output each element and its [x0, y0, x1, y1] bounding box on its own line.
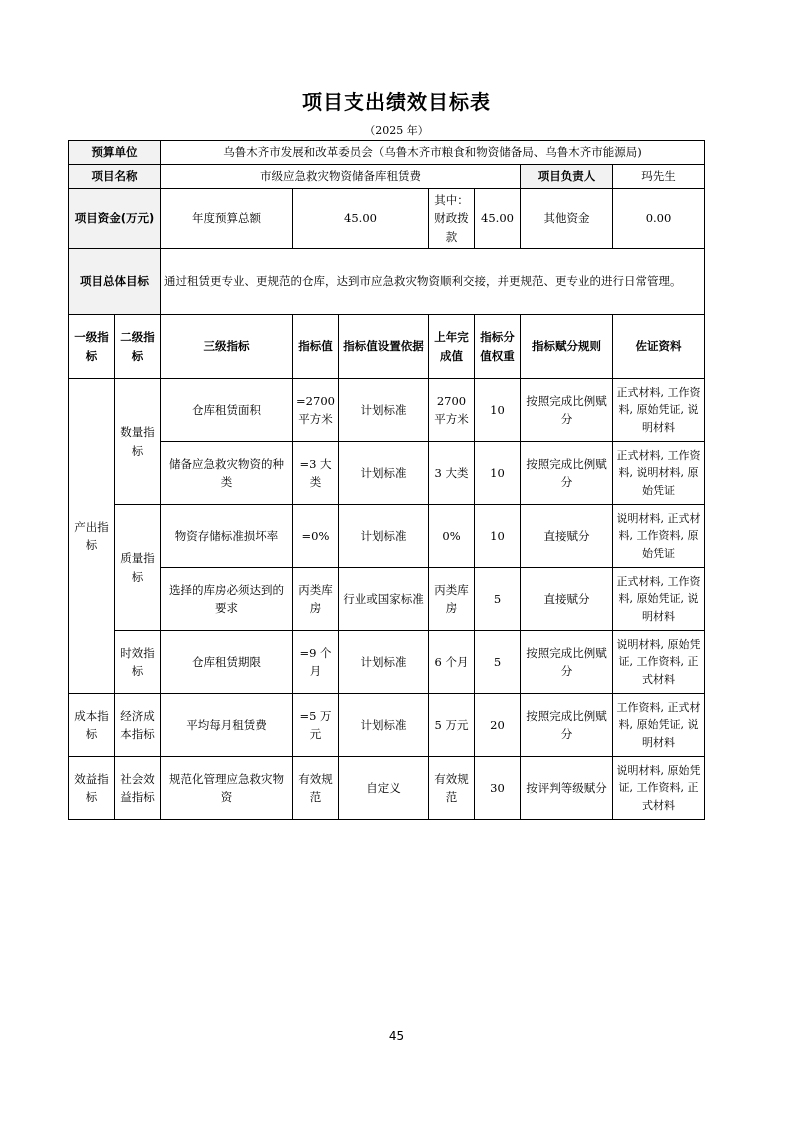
col-header-last: 上年完成值 — [429, 315, 475, 379]
row-weight: 5 — [475, 568, 521, 631]
col-header-value: 指标值 — [293, 315, 339, 379]
budget-unit-value: 乌鲁木齐市发展和改革委员会（乌鲁木齐市粮食和物资储备局、乌鲁木齐市能源局) — [161, 141, 705, 165]
row-evidence: 正式材料, 工作资料, 说明材料, 原始凭证 — [613, 442, 705, 505]
level2-quantity: 数量指标 — [115, 379, 161, 505]
row-value: 有效规范 — [293, 757, 339, 820]
level1-cost: 成本指标 — [69, 694, 115, 757]
responsible-value: 玛先生 — [613, 165, 705, 189]
row-value: =9 个月 — [293, 631, 339, 694]
budget-unit-row — [69, 141, 705, 165]
row-l3: 物资存储标准损坏率 — [161, 505, 293, 568]
col-header-evidence: 佐证资料 — [613, 315, 705, 379]
row-rule: 按评判等级赋分 — [521, 757, 613, 820]
level1-output: 产出指标 — [69, 379, 115, 694]
other-label: 其他资金 — [521, 189, 613, 249]
project-name-row — [69, 165, 705, 189]
table-row — [69, 631, 705, 694]
col-header-level1: 一级指标 — [69, 315, 115, 379]
fiscal-label: 其中：财政拨款 — [429, 189, 475, 249]
row-evidence: 工作资料, 正式材料, 原始凭证, 说明材料 — [613, 694, 705, 757]
row-last: 丙类库房 — [429, 568, 475, 631]
row-evidence: 说明材料, 原始凭证, 工作资料, 正式材料 — [613, 757, 705, 820]
row-basis: 计划标准 — [339, 442, 429, 505]
row-evidence: 正式材料, 工作资料, 原始凭证, 说明材料 — [613, 379, 705, 442]
funds-row — [69, 189, 705, 249]
row-evidence: 说明材料, 原始凭证, 工作资料, 正式材料 — [613, 631, 705, 694]
table-row — [69, 757, 705, 820]
goal-row — [69, 249, 705, 315]
budget-unit-label: 预算单位 — [69, 141, 161, 165]
annual-total-label: 年度预算总额 — [161, 189, 293, 249]
col-header-weight: 指标分值权重 — [475, 315, 521, 379]
col-header-level2: 二级指标 — [115, 315, 161, 379]
table-row — [69, 568, 705, 631]
fiscal-value: 45.00 — [475, 189, 521, 249]
row-weight: 30 — [475, 757, 521, 820]
row-l3: 选择的库房必须达到的要求 — [161, 568, 293, 631]
row-basis: 自定义 — [339, 757, 429, 820]
level1-benefit: 效益指标 — [69, 757, 115, 820]
row-weight: 10 — [475, 442, 521, 505]
other-value: 0.00 — [613, 189, 705, 249]
row-basis: 计划标准 — [339, 379, 429, 442]
row-l3: 仓库租赁期限 — [161, 631, 293, 694]
col-header-rule: 指标赋分规则 — [521, 315, 613, 379]
row-last: 2700平方米 — [429, 379, 475, 442]
row-basis: 计划标准 — [339, 631, 429, 694]
row-weight: 20 — [475, 694, 521, 757]
row-value: =0% — [293, 505, 339, 568]
row-value: =3 大类 — [293, 442, 339, 505]
project-name-label: 项目名称 — [69, 165, 161, 189]
column-header-row — [69, 315, 705, 379]
row-l3: 平均每月租赁费 — [161, 694, 293, 757]
row-value: =2700平方米 — [293, 379, 339, 442]
row-rule: 按照完成比例赋分 — [521, 379, 613, 442]
year-label: （2025 年） — [364, 124, 429, 137]
goal-label: 项目总体目标 — [69, 249, 161, 315]
row-evidence: 说明材料, 正式材料, 工作资料, 原始凭证 — [613, 505, 705, 568]
row-l3: 储备应急救灾物资的种类 — [161, 442, 293, 505]
row-l3: 规范化管理应急救灾物资 — [161, 757, 293, 820]
row-l3: 仓库租赁面积 — [161, 379, 293, 442]
page-title: 项目支出绩效目标表 — [302, 90, 491, 114]
row-rule: 按照完成比例赋分 — [521, 442, 613, 505]
responsible-label: 项目负责人 — [521, 165, 613, 189]
row-last: 0% — [429, 505, 475, 568]
page-number: 45 — [388, 1029, 405, 1043]
row-basis: 行业或国家标准 — [339, 568, 429, 631]
row-rule: 直接赋分 — [521, 568, 613, 631]
col-header-basis: 指标值设置依据 — [339, 315, 429, 379]
table-row — [69, 694, 705, 757]
row-rule: 按照完成比例赋分 — [521, 694, 613, 757]
row-evidence: 正式材料, 工作资料, 原始凭证, 说明材料 — [613, 568, 705, 631]
row-last: 6 个月 — [429, 631, 475, 694]
row-value: =5 万元 — [293, 694, 339, 757]
goal-value: 通过租赁更专业、更规范的仓库，达到市应急救灾物资顺利交接，并更规范、更专业的进行日常管理。 — [161, 249, 705, 315]
level2-social: 社会效益指标 — [115, 757, 161, 820]
row-basis: 计划标准 — [339, 694, 429, 757]
row-rule: 直接赋分 — [521, 505, 613, 568]
row-last: 3 大类 — [429, 442, 475, 505]
row-rule: 按照完成比例赋分 — [521, 631, 613, 694]
project-name-value: 市级应急救灾物资储备库租赁费 — [161, 165, 521, 189]
row-last: 5 万元 — [429, 694, 475, 757]
annual-total-value: 45.00 — [293, 189, 429, 249]
row-value: 丙类库房 — [293, 568, 339, 631]
table-row — [69, 379, 705, 442]
row-weight: 10 — [475, 379, 521, 442]
level2-economic: 经济成本指标 — [115, 694, 161, 757]
row-weight: 10 — [475, 505, 521, 568]
level2-time: 时效指标 — [115, 631, 161, 694]
row-basis: 计划标准 — [339, 505, 429, 568]
funds-label: 项目资金(万元) — [69, 189, 161, 249]
col-header-level3: 三级指标 — [161, 315, 293, 379]
row-last: 有效规范 — [429, 757, 475, 820]
table-row — [69, 505, 705, 568]
table-row — [69, 442, 705, 505]
level2-quality: 质量指标 — [115, 505, 161, 631]
performance-table — [68, 140, 705, 820]
row-weight: 5 — [475, 631, 521, 694]
